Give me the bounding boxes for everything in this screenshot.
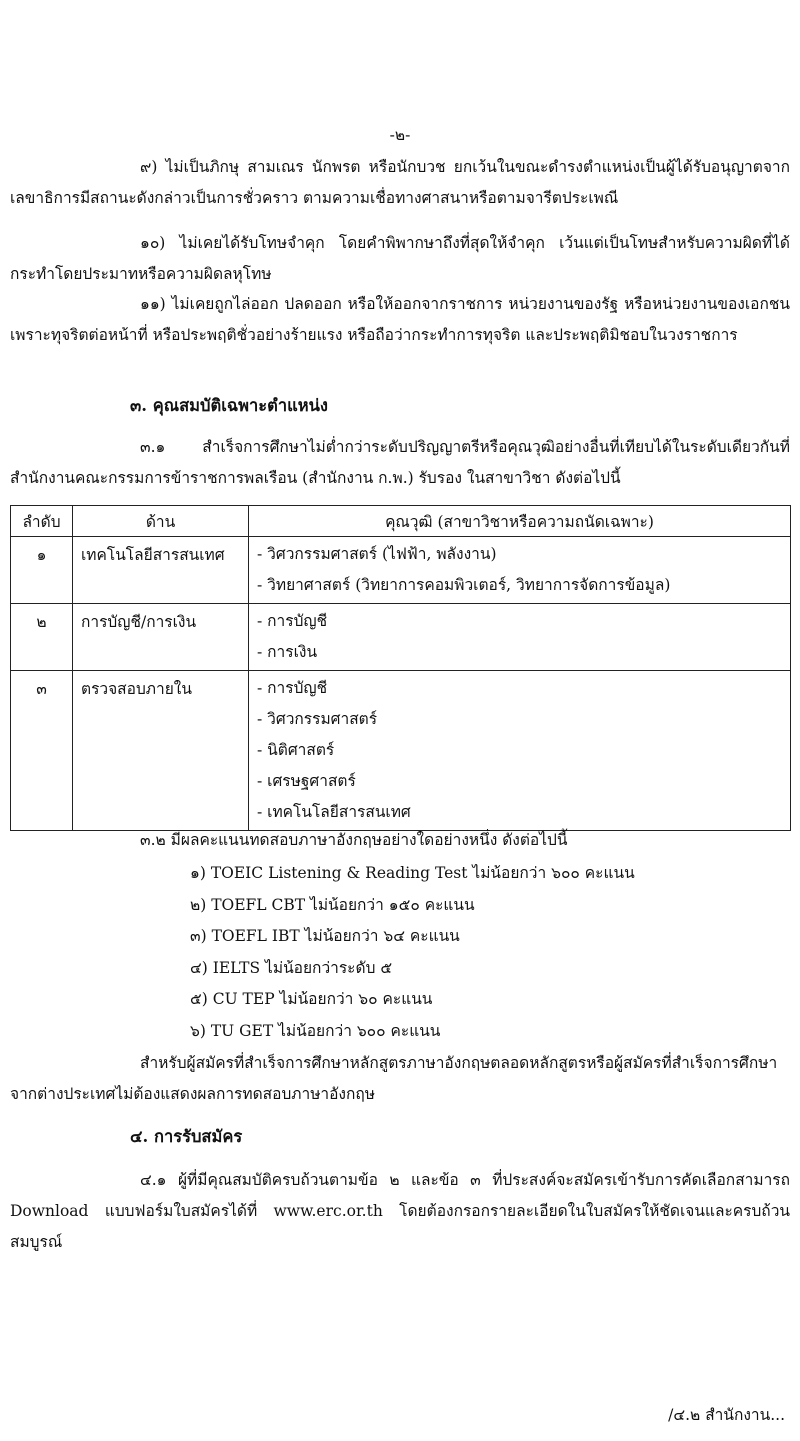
paragraph-4-1: ๔.๑ ผู้ที่มีคุณสมบัติครบถ้วนตามข้อ ๒ และข้อ ๓ ที่ประสงค์จะสมัครเข้ารับการคัดเลือกสามารถ Download แบบฟอร์มใบสมัครได้ที่ www.erc.or.th โดยต้องกรอกรายละเอียดในใบสมัครให้ชัดเจนและครบถ้วนสมบูรณ์ [10, 1171, 790, 1251]
qualification-item: - วิศวกรรมศาสตร์ (ไฟฟ้า, พลังงาน) [257, 545, 497, 563]
list-item: ๑) TOEIC Listening & Reading Test ไม่น้อยกว่า ๖๐๐ คะแนน [190, 864, 635, 882]
qualification-item: - วิทยาศาสตร์ (วิทยาการคอมพิวเตอร์, วิทยาการจัดการข้อมูล) [257, 576, 671, 594]
list-item: ๖) TU GET ไม่น้อยกว่า ๖๐๐ คะแนน [190, 1021, 441, 1040]
qualification-item: - เทคโนโลยีสารสนเทศ [257, 803, 411, 821]
table-row [11, 537, 791, 604]
paragraph-3-1: ๓.๑ สำเร็จการศึกษาไม่ต่ำกว่าระดับปริญญาตรีหรือคุณวุฒิอย่างอื่นที่เทียบได้ในระดับเดียวกันที่สำนักงานคณะกรรมการข้าราชการพลเรือน (สำนักงาน ก.พ.) รับรอง ในสาขาวิชา ดังต่อไปนี้ [10, 438, 790, 487]
list-item: ๕) CU TEP ไม่น้อยกว่า ๖๐ คะแนน [190, 990, 433, 1008]
list-item: ๓) TOEFL IBT ไม่น้อยกว่า ๖๔ คะแนน [190, 927, 460, 945]
row-qualifications [249, 537, 791, 604]
table-row [11, 604, 791, 671]
qualification-item: - เศรษฐศาสตร์ [257, 772, 356, 790]
row-field: การบัญชี/การเงิน [73, 604, 249, 671]
section-4-heading: ๔. การรับสมัคร [130, 1127, 243, 1146]
list-item: ๔) IELTS ไม่น้อยกว่าระดับ ๕ [190, 958, 393, 977]
qualification-item: - การบัญชี [257, 612, 328, 630]
qualification-item: - การบัญชี [257, 679, 328, 697]
header-qualification: คุณวุฒิ (สาขาวิชาหรือความถนัดเฉพาะ) [249, 506, 791, 537]
row-qualifications [249, 671, 791, 831]
row-field: ตรวจสอบภายใน [73, 671, 249, 831]
qualification-item: - นิติศาสตร์ [257, 741, 335, 759]
table-header-row [11, 506, 791, 537]
page-number: -๒- [389, 126, 411, 144]
exemption-note: สำหรับผู้สมัครที่สำเร็จการศึกษาหลักสูตรภาษาอังกฤษตลอดหลักสูตรหรือผู้สมัครที่สำเร็จการศึกษาจากต่างประเทศไม่ต้องแสดงผลการทดสอบภาษาอังกฤษ [10, 1054, 778, 1103]
row-seq: ๒ [11, 604, 73, 671]
row-field: เทคโนโลยีสารสนเทศ [73, 537, 249, 604]
qualification-item: - การเงิน [257, 643, 318, 661]
row-qualifications [249, 604, 791, 671]
table-row [11, 671, 791, 831]
paragraph-3-2: ๓.๒ มีผลคะแนนทดสอบภาษาอังกฤษอย่างใดอย่างหนึ่ง ดังต่อไปนี้ [140, 831, 568, 849]
row-seq: ๓ [11, 671, 73, 831]
list-item: ๒) TOEFL CBT ไม่น้อยกว่า ๑๕๐ คะแนน [190, 895, 475, 914]
header-field: ด้าน [73, 506, 249, 537]
paragraph-item-11: ๑๑) ไม่เคยถูกไล่ออก ปลดออก หรือให้ออกจากราชการ หน่วยงานของรัฐ หรือหน่วยงานของเอกชนเพราะทุจริตต่อหน้าที่ หรือประพฤติชั่วอย่างร้ายแรง หรือถือว่ากระทำการทุจริต และประพฤติมิชอบในวงราชการ [10, 295, 790, 344]
header-seq: ลำดับ [11, 506, 73, 537]
qualification-table [10, 505, 791, 831]
qualification-item: - วิศวกรรมศาสตร์ [257, 710, 378, 728]
row-seq: ๑ [11, 537, 73, 604]
continuation-note: /๔.๒ สำนักงาน... [668, 1406, 785, 1424]
section-3-heading: ๓. คุณสมบัติเฉพาะตำแหน่ง [130, 396, 328, 415]
paragraph-item-9: ๙) ไม่เป็นภิกษุ สามเณร นักพรต หรือนักบวช ยกเว้นในขณะดำรงตำแหน่งเป็นผู้ได้รับอนุญาตจากเลขาธิการมีสถานะดังกล่าวเป็นการชั่วคราว ตามความเชื่อทางศาสนาหรือตามจารีตประเพณี [10, 158, 790, 207]
english-test-list [190, 858, 635, 1047]
paragraph-item-10: ๑๐) ไม่เคยได้รับโทษจำคุก โดยคำพิพากษาถึงที่สุดให้จำคุก เว้นแต่เป็นโทษสำหรับความผิดที่ได้กระทำโดยประมาทหรือความผิดลหุโทษ [10, 234, 790, 283]
